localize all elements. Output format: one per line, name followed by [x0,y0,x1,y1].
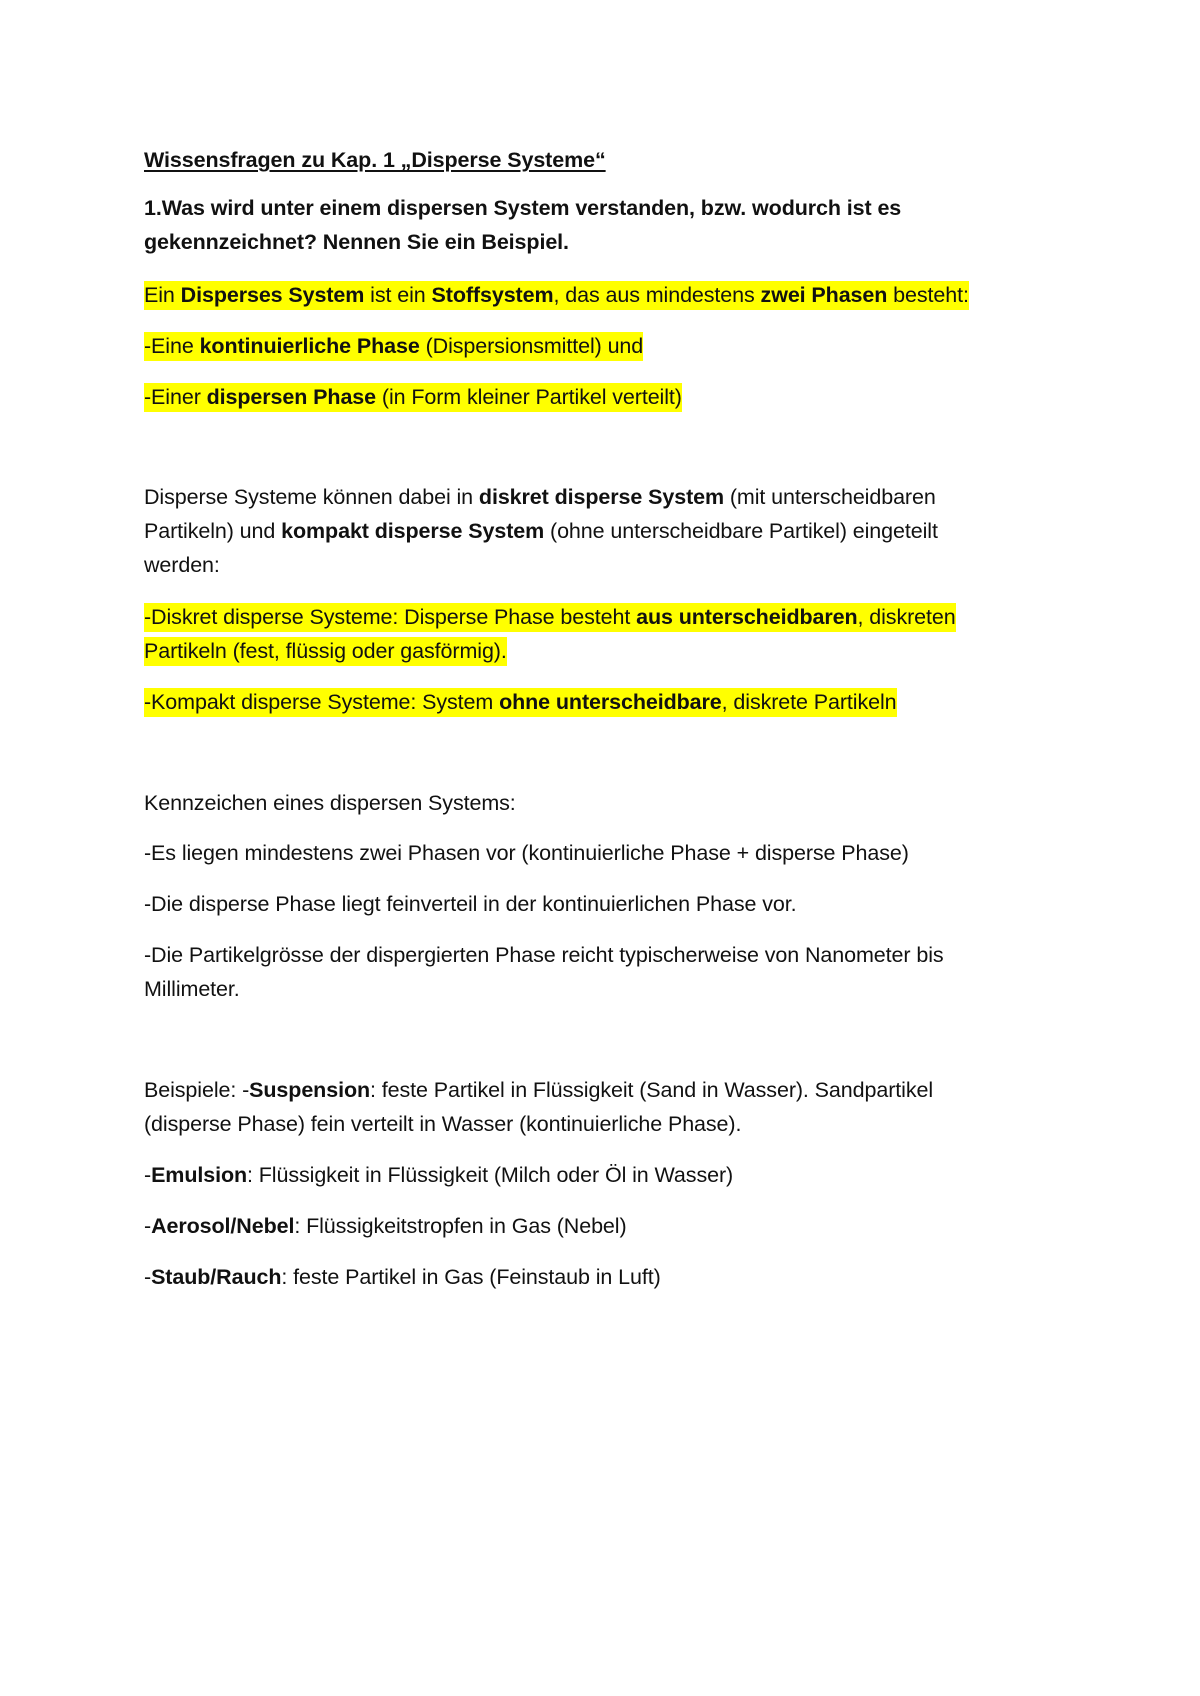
example-item [144,1209,627,1243]
text: - [144,1265,152,1289]
bold-term: kontinuierliche Phase [199,334,420,358]
text: Partikeln) und [144,519,282,543]
text: : Flüssigkeitstropfen in Gas (Nebel) [294,1214,627,1238]
example-item [144,1260,661,1294]
text: (mit unterscheidbaren [724,485,936,509]
classification-line-3: werden: [144,553,220,577]
bold-term: kompakt disperse System [281,519,545,543]
text: (ohne unterscheidbare Partikel) eingeteilt [544,519,938,543]
bold-term: Aerosol/Nebel [151,1214,295,1238]
classification-line-1 [144,480,936,514]
text: (in Form kleiner Partikel verteilt) [376,385,682,409]
text: , diskreten [857,605,956,629]
example-item [144,1158,733,1192]
text: -Kompakt disperse Systeme: System [144,690,500,714]
kompakt-item [144,685,897,719]
text: ist ein [364,283,432,307]
definition-paragraph [144,278,969,312]
bold-term: zwei Phasen [760,283,888,307]
text: , das aus mindestens [553,283,761,307]
examples-line-1 [144,1073,933,1107]
diskret-item-line-1 [144,600,956,634]
diskret-item-line-2 [144,634,507,668]
highlight: Partikeln (fest, flüssig oder gasförmig). [144,637,507,666]
text: : feste Partikel in Flüssigkeit (Sand in Wasser). Sandpartikel [370,1078,933,1102]
highlight [144,281,969,310]
bold-term: Staub/Rauch [151,1265,282,1289]
classification-line-2 [144,514,938,548]
highlight [144,332,643,361]
question-line-2: gekennzeichnet? Nennen Sie ein Beispiel. [144,230,569,254]
feature-item-continued: Millimeter. [144,977,240,1001]
text: (Dispersionsmittel) und [419,334,644,358]
examples-line-2: (disperse Phase) fein verteilt in Wasser (kontinuierliche Phase). [144,1112,742,1136]
text: Disperse Systeme können dabei in [144,485,479,509]
continuous-phase-item [144,329,643,363]
text: : Flüssigkeit in Flüssigkeit (Milch oder Öl in Wasser) [247,1163,734,1187]
text: -Einer [144,385,207,409]
text: Ein [144,283,181,307]
disperse-phase-item [144,380,682,414]
bold-term: Disperses System [180,283,365,307]
highlight [144,603,956,632]
feature-item: -Es liegen mindestens zwei Phasen vor (kontinuierliche Phase + disperse Phase) [144,841,909,865]
feature-item: -Die Partikelgrösse der dispergierten Phase reicht typischerweise von Nanometer bis [144,943,944,967]
text: , diskrete Partikeln [721,690,897,714]
bold-term: aus unterscheidbaren [636,605,858,629]
question-line-1: 1.Was wird unter einem dispersen System verstanden, bzw. wodurch ist es [144,196,902,220]
text: besteht: [887,283,969,307]
text: - [144,1214,152,1238]
bold-term: Suspension [249,1078,371,1102]
bold-term: Stoffsystem [431,283,554,307]
bold-term: diskret disperse System [478,485,724,509]
text: - [144,1163,152,1187]
bold-term: ohne unterscheidbare [499,690,722,714]
text: -Eine [144,334,200,358]
features-heading: Kennzeichen eines dispersen Systems: [144,791,516,815]
feature-item: -Die disperse Phase liegt feinverteil in der kontinuierlichen Phase vor. [144,892,797,916]
bold-term: dispersen Phase [206,385,377,409]
bold-term: Emulsion [151,1163,248,1187]
text: -Diskret disperse Systeme: Disperse Phase besteht [144,605,637,629]
text: : feste Partikel in Gas (Feinstaub in Luft) [281,1265,661,1289]
text: Beispiele: - [144,1078,250,1102]
highlight [144,383,682,412]
document-title: Wissensfragen zu Kap. 1 „Disperse Systeme“ [144,148,606,172]
highlight [144,688,897,717]
